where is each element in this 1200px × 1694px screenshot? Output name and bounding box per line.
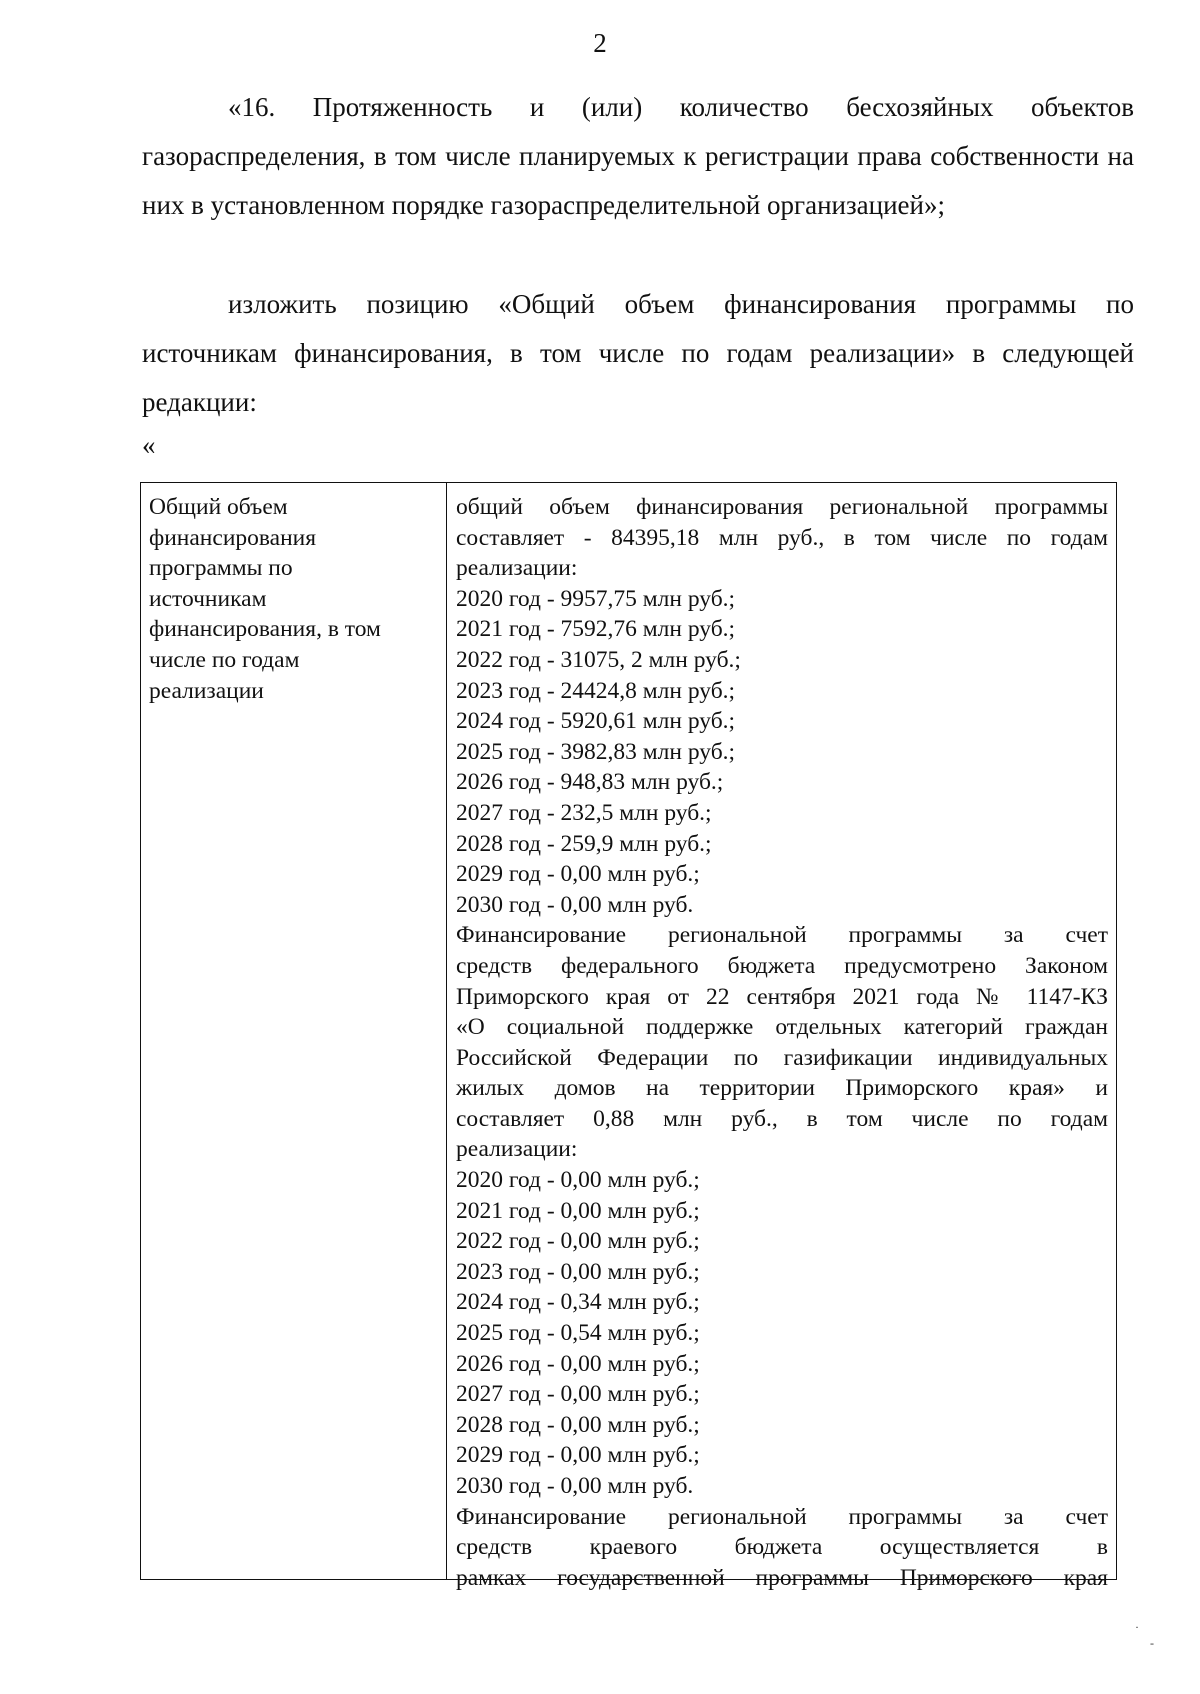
total-year-line: 2030 год - 0,00 млн руб. (456, 891, 694, 918)
federal-line: реализации: (456, 1136, 578, 1163)
scan-artifact-mark: · (1135, 1620, 1139, 1634)
federal-year-line: 2022 год - 0,00 млн руб.; (456, 1228, 700, 1255)
federal-year-line: 2020 год - 0,00 млн руб.; (456, 1167, 700, 1194)
federal-line: составляет 0,88 млн руб., в том числе по годам (456, 1105, 1108, 1132)
total-year-line: 2027 год - 232,5 млн руб.; (456, 799, 712, 826)
intro-line: составляет - 84395,18 млн руб., в том числе по годам (456, 524, 1108, 551)
federal-year-line: 2026 год - 0,00 млн руб.; (456, 1350, 700, 1377)
intro-line: общий объем финансирования региональной программы (456, 494, 1108, 520)
federal-year-line: 2028 год - 0,00 млн руб.; (456, 1411, 700, 1438)
total-year-line: 2021 год - 7592,76 млн руб.; (456, 616, 736, 643)
total-year-line: 2020 год - 9957,75 млн руб.; (456, 585, 736, 612)
total-year-line: 2022 год - 31075, 2 млн руб.; (456, 646, 741, 673)
federal-line: Российской Федерации по газификации индивидуальных (456, 1044, 1108, 1071)
scan-artifact-mark: - (1150, 1636, 1154, 1650)
paragraph-edit-instruction: изложить позицию «Общий объем финансирования программы по источникам финансирования, в том числе по годам реализации» в следующей редакции: (142, 289, 1134, 417)
federal-year-line: 2027 год - 0,00 млн руб.; (456, 1381, 700, 1408)
total-year-line: 2026 год - 948,83 млн руб.; (456, 769, 724, 796)
left-line: источникам (149, 585, 267, 612)
total-year-line: 2024 год - 5920,61 млн руб.; (456, 708, 736, 735)
federal-year-line: 2029 год - 0,00 млн руб.; (456, 1442, 700, 1469)
federal-line: Финансирование региональной программы за счет (456, 922, 1108, 949)
total-year-line: 2023 год - 24424,8 млн руб.; (456, 677, 736, 704)
total-year-line: 2029 год - 0,00 млн руб.; (456, 861, 700, 888)
left-line: Общий объем (149, 494, 288, 520)
federal-line: средств федерального бюджета предусмотрено Законом (456, 952, 1108, 979)
federal-year-line: 2024 год - 0,34 млн руб.; (456, 1289, 700, 1316)
page-number: 2 (593, 28, 607, 58)
paragraph-position-16: «16. Протяженность и (или) количество бесхозяйных объектов газораспределения, в том числе планируемых к регистрации права собственности на них в установленном порядке газораспределительной организацией»; (142, 92, 1134, 220)
left-line: реализации (149, 677, 264, 704)
left-line: числе по годам (149, 646, 300, 673)
federal-year-line: 2030 год - 0,00 млн руб. (456, 1473, 694, 1499)
left-line: финансирования (149, 524, 317, 551)
left-line: финансирования, в том (149, 616, 381, 643)
federal-line: «О социальной поддержке отдельных категорий граждан (456, 1014, 1108, 1041)
regional-line: Финансирование региональной программы за счет (456, 1503, 1108, 1530)
federal-line: жилых домов на территории Приморского края» и (456, 1075, 1108, 1102)
table-left-column (141, 483, 447, 1579)
regional-line: средств краевого бюджета осуществляется в (456, 1534, 1108, 1561)
intro-line: реализации: (456, 555, 578, 582)
table-right-column (447, 483, 1116, 1591)
total-year-line: 2025 год - 3982,83 млн руб.; (456, 738, 736, 765)
federal-line: Приморского края от 22 сентября 2021 года № 1147-КЗ (456, 983, 1108, 1010)
quote-open-mark: « (142, 430, 156, 460)
financing-table (140, 482, 1117, 1591)
federal-year-line: 2025 год - 0,54 млн руб.; (456, 1320, 700, 1347)
federal-year-line: 2023 год - 0,00 млн руб.; (456, 1258, 700, 1285)
regional-line: рамках государственной программы Приморского края (456, 1564, 1108, 1591)
total-year-line: 2028 год - 259,9 млн руб.; (456, 830, 712, 857)
left-line: программы по (149, 555, 293, 582)
federal-year-line: 2021 год - 0,00 млн руб.; (456, 1197, 700, 1224)
